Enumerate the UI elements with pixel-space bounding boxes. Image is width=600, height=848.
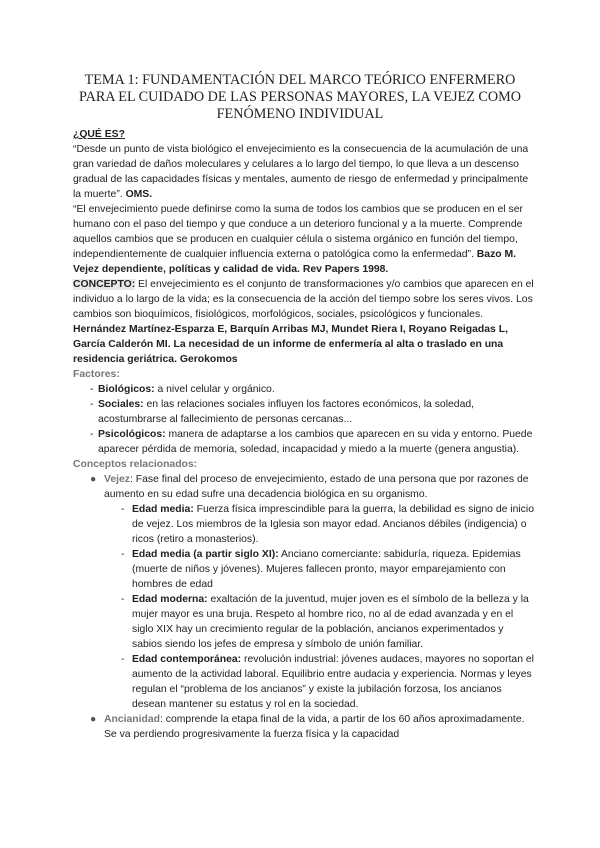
- document-title: TEMA 1: FUNDAMENTACIÓN DEL MARCO TEÓRICO ENFERMERO PARA EL CUIDADO DE LAS PERSONAS MAYORES, LA VEJEZ COMO FENÓMENO INDIVIDUAL: [79, 72, 521, 122]
- factor-text: a nivel celular y orgánico.: [154, 384, 275, 395]
- ancianidad-label: Ancianidad: [104, 714, 161, 725]
- definition-bazo-source: Bazo M. Vejez dependiente, políticas y calidad de vida. Rev Papers 1998.: [73, 249, 517, 275]
- list-item: [73, 502, 535, 547]
- list-item: [73, 547, 535, 592]
- list-item: [73, 427, 535, 457]
- document-body: [73, 127, 535, 742]
- age-label: Edad media:: [132, 504, 194, 515]
- conceptos-heading: [73, 457, 535, 472]
- factor-label: Sociales:: [98, 399, 144, 410]
- bullet-icon: ●: [90, 474, 97, 485]
- section-heading-que-es: [73, 127, 535, 142]
- definition-bazo-text: “El envejecimiento puede definirse como la suma de todos los cambios que se producen en el ser humano con el paso del tiempo y que conduce a un deterioro funcional y a la muerte. Comprende aquellos cambios que se producen en cualquier célula o sistema orgánico en función del tiempo, independientemente de cualquier influencia externa o patológica como la enfermedad”.: [73, 204, 523, 260]
- que-es-heading: ¿QUÉ ES?: [73, 129, 125, 140]
- age-label: Edad media (a partir siglo XI):: [132, 549, 279, 560]
- factor-text: en las relaciones sociales influyen los factores económicos, la soledad, acostumbrarse al fallecimiento de personas cercanas...: [98, 399, 475, 425]
- definition-oms-source: OMS.: [125, 189, 153, 200]
- definition-oms-text: “Desde un punto de vista biológico el envejecimiento es la consecuencia de la acumulación de una gran variedad de daños moleculares y celulares a lo largo del tiempo, lo que lleva a un descenso gradual de las capacidades físicas y mentales, aumento de riesgo de enfermedad y principalmente la muerte”.: [73, 144, 529, 200]
- dash-marker: -: [121, 654, 125, 665]
- definition-bazo: [73, 202, 535, 277]
- vejez-label: Vejez: [104, 474, 130, 485]
- list-item-ancianidad: [73, 712, 535, 742]
- conceptos-heading-text: Conceptos relacionados:: [73, 459, 198, 470]
- ages-list: [73, 502, 535, 712]
- definition-oms: [73, 142, 535, 202]
- list-item-vejez: [73, 472, 535, 712]
- list-item: [73, 652, 535, 712]
- conceptos-list: [73, 472, 535, 742]
- dash-marker: -: [121, 594, 125, 605]
- age-text: revolución industrial: jóvenes audaces, mayores no soportan el aumento de la actividad laboral. Equilibrio entre audacia y experiencia. Normas y leyes regulan el “problema de los ancianos” y existe la jubilación forzosa, los ancianos desean mantener su estatus y rol en la sociedad.: [132, 654, 534, 710]
- list-item: [73, 397, 535, 427]
- dash-marker: -: [121, 504, 125, 515]
- concepto-text: El envejecimiento es el conjunto de transformaciones y/o cambios que aparecen en el individuo a lo largo de la vida; es la consecuencia de la acción del tiempo sobre los seres vivos. Los cambios son bioquímicos, fisiológicos, morfológicos, sociales, psicológicos y funcionales.: [73, 279, 534, 320]
- age-text: Fuerza física imprescindible para la guerra, la debilidad es signo de inicio de vejez. Los miembros de la Iglesia son mayor edad. Ancianos débiles (indigencia) o ricos (retiro a monasterios).: [132, 504, 534, 545]
- age-label: Edad moderna:: [132, 594, 208, 605]
- vejez-text: : Fase final del proceso de envejecimiento, estado de una persona que por razones de aumento en su edad sufre una decadencia biológica en su organismo.: [104, 474, 529, 500]
- dash-marker: -: [121, 549, 125, 560]
- age-text: exaltación de la juventud, mujer joven es el símbolo de la belleza y la mujer mayor es una bruja. Respeto al hombre rico, no al de edad avanzada y en el siglo XIX hay un crecimiento regular de la población, ancianos experimentados y sabios siendo los jefes de empresa y símbolo de unión familiar.: [132, 594, 529, 650]
- concepto-paragraph: [73, 277, 535, 367]
- factores-heading-text: Factores:: [73, 369, 120, 380]
- factores-heading: [73, 367, 535, 382]
- list-item: [73, 592, 535, 652]
- age-label: Edad contemporánea:: [132, 654, 242, 665]
- factor-label: Biológicos:: [98, 384, 155, 395]
- concepto-label: CONCEPTO:: [73, 279, 136, 290]
- factores-list: [73, 382, 535, 457]
- dash-marker: -: [90, 429, 94, 440]
- ancianidad-text: : comprende la etapa final de la vida, a partir de los 60 años aproximadamente. Se va perdiendo progresivamente la fuerza física y la capacidad: [104, 714, 525, 740]
- bullet-icon: ●: [90, 714, 97, 725]
- concepto-source: Hernández Martínez-Esparza E, Barquín Arribas MJ, Mundet Riera I, Royano Reigadas L, García Calderón MI. La necesidad de un informe de enfermería al alta o traslado en una residencia geriátrica. Gerokomos: [73, 324, 508, 365]
- list-item: [73, 382, 535, 397]
- dash-marker: -: [90, 399, 94, 410]
- dash-marker: -: [90, 384, 94, 395]
- factor-label: Psicológicos:: [98, 429, 166, 440]
- factor-text: manera de adaptarse a los cambios que aparecen en su vida y entorno. Puede aparecer pérdida de memoria, soledad, incapacidad y miedo a la muerte (genera angustia).: [98, 429, 533, 455]
- age-text: Anciano comerciante: sabiduría, riqueza. Epidemias (muerte de niños y jóvenes). Mujeres fallecen pronto, mayor emparejamiento con hombres de edad: [132, 549, 521, 590]
